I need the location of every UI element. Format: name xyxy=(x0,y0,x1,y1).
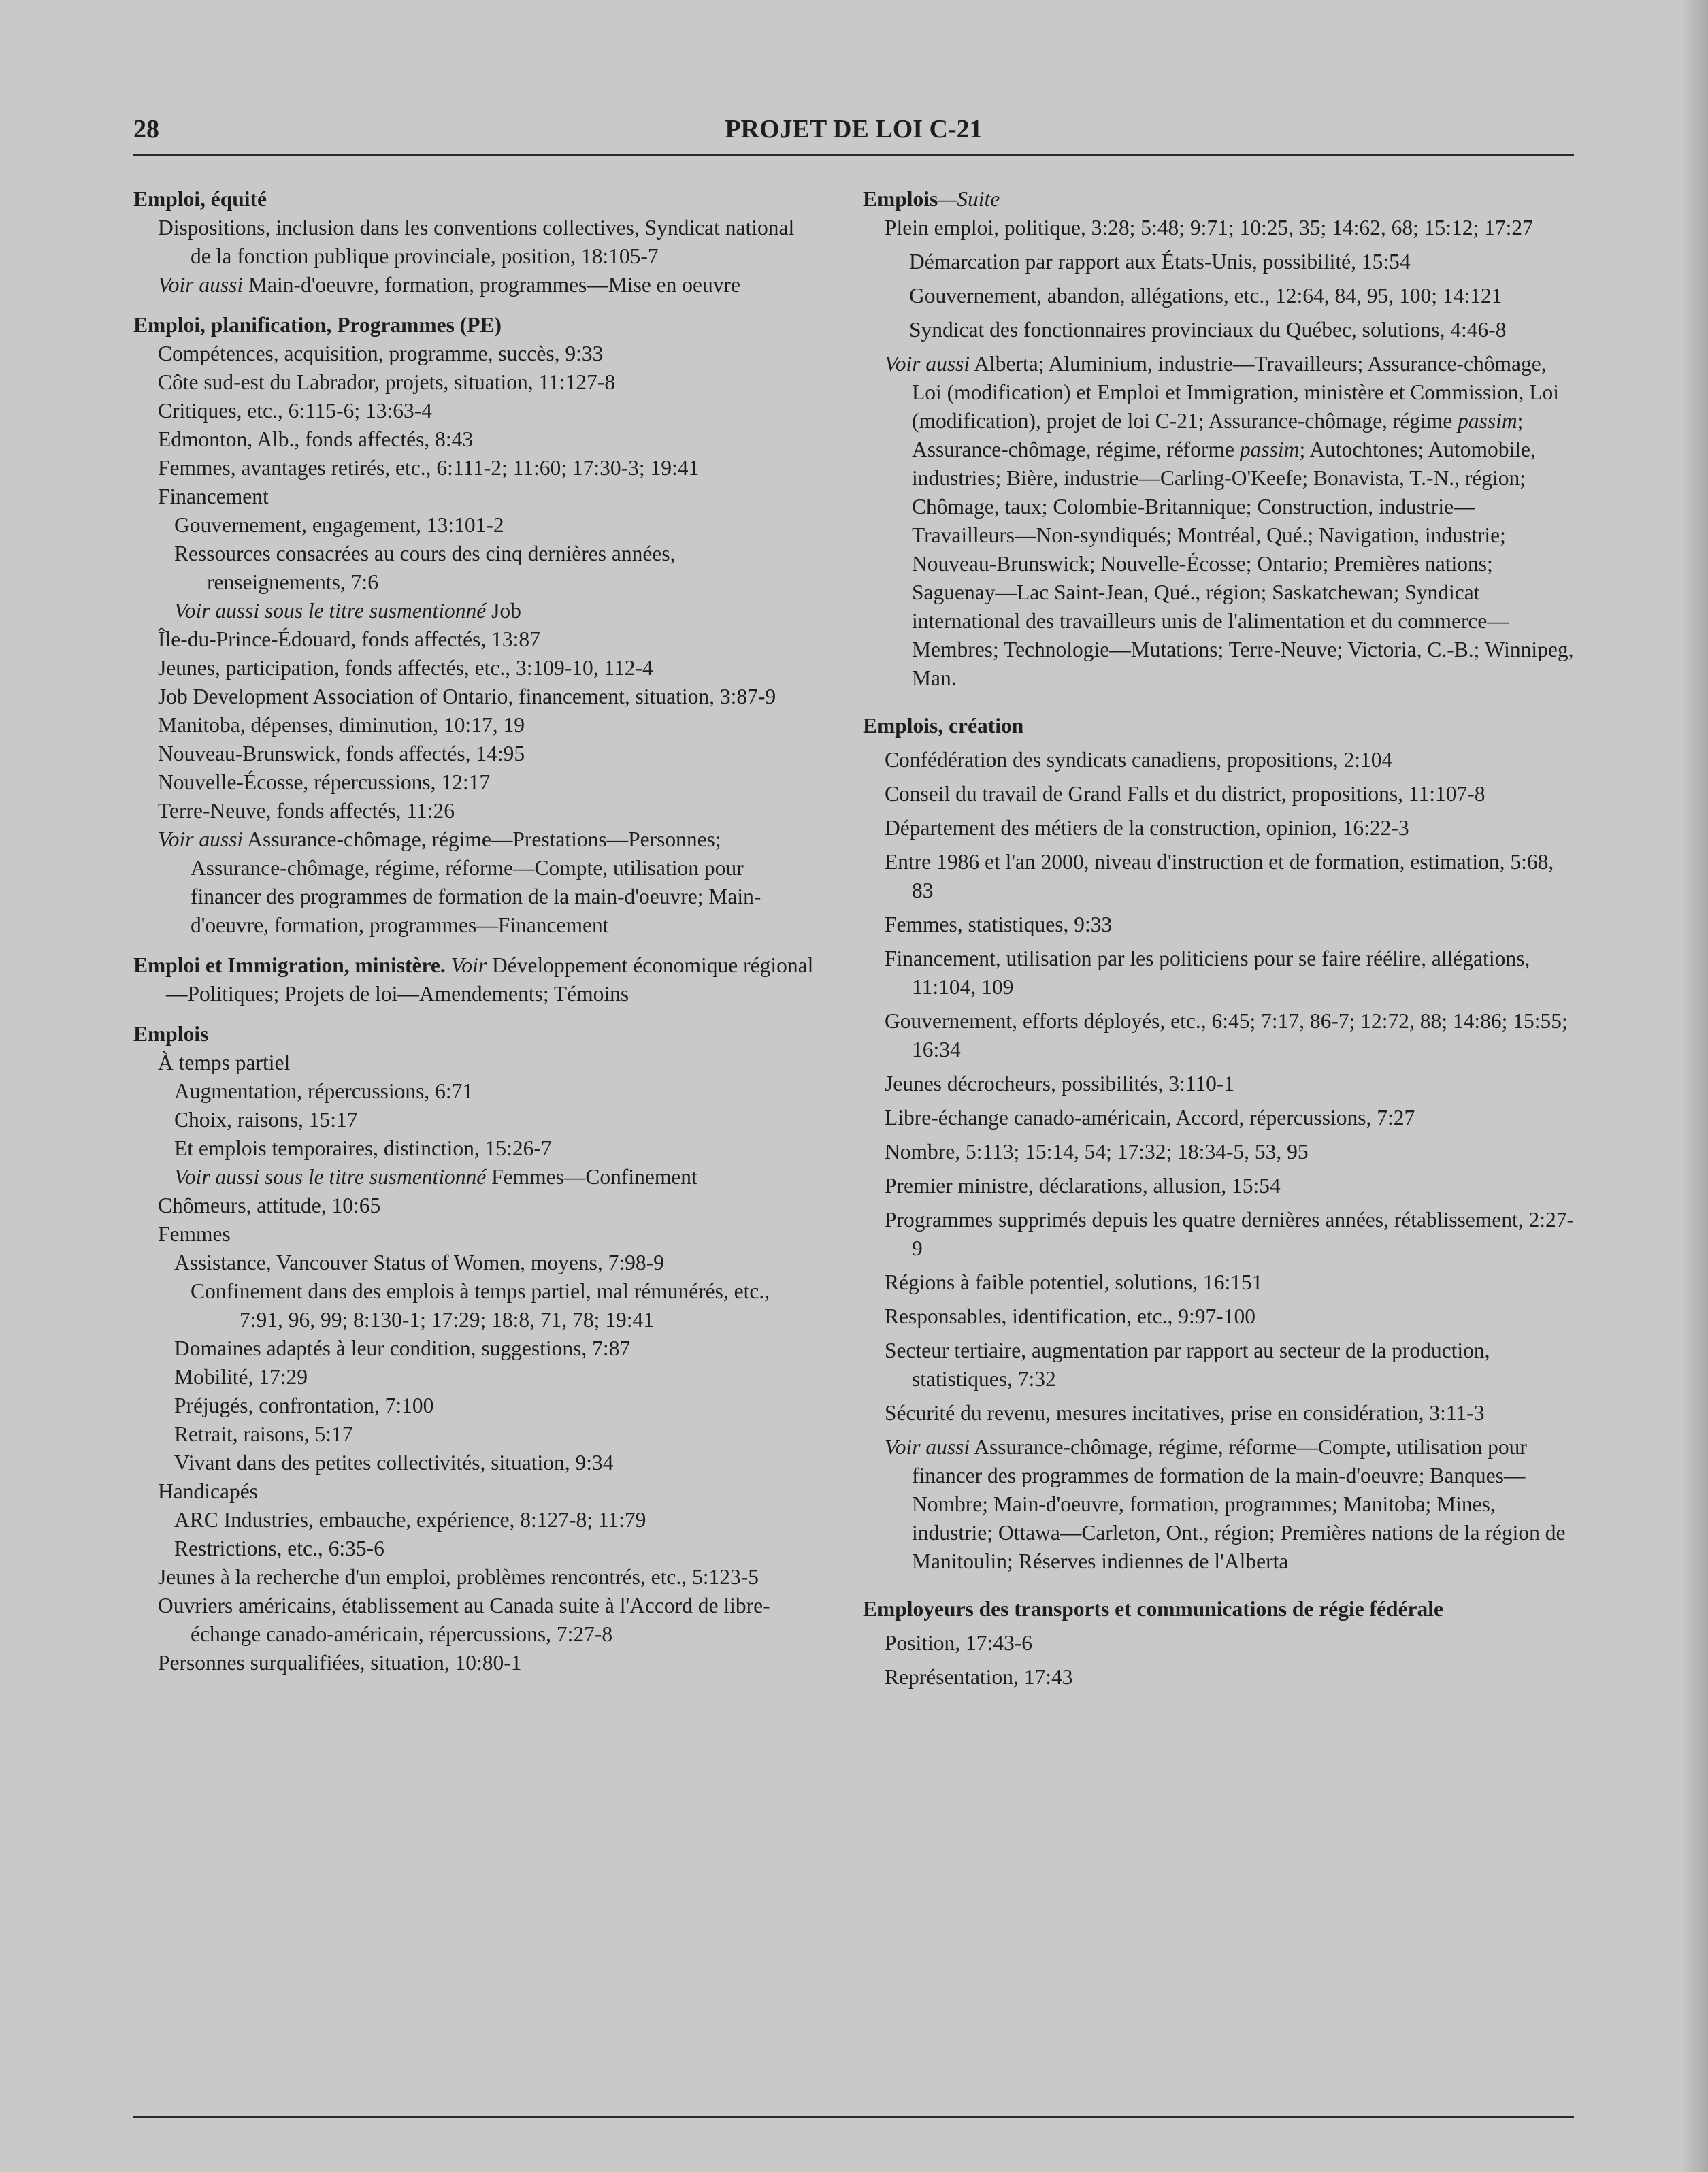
sub-subentry: Syndicat des fonctionnaires provinciaux du Québec, solutions, 4:46-8 xyxy=(909,318,1507,342)
subentry: Représentation, 17:43 xyxy=(885,1665,1073,1689)
subentry: Ouvriers américains, établissement au Canada suite à l'Accord de libre-échange canado-américain, répercussions, 7:27-8 xyxy=(158,1594,770,1646)
subentry: Entre 1986 et l'an 2000, niveau d'instruction et de formation, estimation, 5:68, 83 xyxy=(885,850,1554,902)
subentry: Confédération des syndicats canadiens, propositions, 2:104 xyxy=(885,748,1393,772)
entry-heading: Emploi, planification, Programmes (PE) xyxy=(133,313,502,337)
sub-subentry: Ressources consacrées au cours des cinq dernières années, renseignements, 7:6 xyxy=(174,542,676,594)
index-entry-employeurs xyxy=(863,1595,1574,1692)
entry-heading-line xyxy=(133,951,814,1008)
subentry: Nombre, 5:113; 15:14, 54; 17:32; 18:34-5, 53, 95 xyxy=(885,1140,1309,1164)
index-entry-emplois xyxy=(133,1020,814,1677)
subentry: Compétences, acquisition, programme, succès, 9:33 xyxy=(158,342,604,365)
subentry: Edmonton, Alb., fonds affectés, 8:43 xyxy=(158,427,474,451)
subentry: Nouvelle-Écosse, répercussions, 12:17 xyxy=(158,770,491,794)
see-also-label: Voir aussi xyxy=(885,352,970,376)
subentry: Femmes xyxy=(158,1222,231,1246)
sub-subentry: Gouvernement, engagement, 13:101-2 xyxy=(174,513,504,537)
entry-heading: Emplois xyxy=(863,187,938,211)
subentry: Critiques, etc., 6:115-6; 13:63-4 xyxy=(158,399,433,423)
sub-subentry: Choix, raisons, 15:17 xyxy=(174,1108,358,1132)
sub-subentry: Restrictions, etc., 6:35-6 xyxy=(174,1536,384,1560)
subentry: Job Development Association of Ontario, financement, situation, 3:87-9 xyxy=(158,685,776,708)
subentry: Sécurité du revenu, mesures incitatives, prise en considération, 3:11-3 xyxy=(885,1401,1485,1425)
subentry: Terre-Neuve, fonds affectés, 11:26 xyxy=(158,799,455,823)
document-title: PROJET DE LOI C-21 xyxy=(725,115,983,144)
sub-subentry: Gouvernement, abandon, allégations, etc., 12:64, 84, 95, 100; 14:121 xyxy=(909,284,1502,308)
header-rule xyxy=(133,154,1574,156)
subentry: Financement xyxy=(158,484,269,508)
subentry: Département des métiers de la construction, opinion, 16:22-3 xyxy=(885,816,1409,840)
subentry: Côte sud-est du Labrador, projets, situation, 11:127-8 xyxy=(158,370,616,394)
subentry: Chômeurs, attitude, 10:65 xyxy=(158,1194,381,1217)
see-also-text: Alberta; Aluminium, industrie—Travailleurs; Assurance-chômage, Loi (modification) et Emploi et Immigration, ministère et Commission, Loi (modification), projet de loi C-21; Assurance-chômage, régime xyxy=(912,352,1559,433)
see-also xyxy=(133,1163,814,1191)
right-column xyxy=(863,185,1574,1703)
subentry: Premier ministre, déclarations, allusion, 15:54 xyxy=(885,1174,1281,1198)
footer-rule xyxy=(133,2116,1574,2118)
continued-label: —Suite xyxy=(938,187,1000,211)
see-also xyxy=(133,825,814,940)
see-also-label: Voir aussi xyxy=(158,273,244,297)
subentry: Conseil du travail de Grand Falls et du district, propositions, 11:107-8 xyxy=(885,782,1485,806)
sub-subentry: Vivant dans des petites collectivités, situation, 9:34 xyxy=(174,1451,614,1475)
see-also xyxy=(863,350,1574,693)
sub-subentry: Démarcation par rapport aux États-Unis, possibilité, 15:54 xyxy=(909,250,1411,274)
page-header xyxy=(133,114,1574,155)
index-entry-emploi-planification xyxy=(133,311,814,940)
passim-label: passim xyxy=(1458,409,1517,433)
see-also-label: Voir aussi sous le titre susmentionné xyxy=(174,1165,487,1189)
sub-subentry: Et emplois temporaires, distinction, 15:26-7 xyxy=(174,1136,552,1160)
index-entry-emplois-creation xyxy=(863,712,1574,1576)
sub-subentry: Assistance, Vancouver Status of Women, moyens, 7:98-9 xyxy=(174,1251,664,1274)
subentry: Secteur tertiaire, augmentation par rapport au secteur de la production, statistiques, 7:32 xyxy=(885,1338,1490,1391)
subentry: À temps partiel xyxy=(158,1051,291,1074)
subentry: Responsables, identification, etc., 9:97-100 xyxy=(885,1304,1256,1328)
entry-heading: Emploi, équité xyxy=(133,187,267,211)
see-also xyxy=(863,1433,1574,1576)
sub-subentry: Préjugés, confrontation, 7:100 xyxy=(174,1394,434,1417)
subentry: Femmes, avantages retirés, etc., 6:111-2; 11:60; 17:30-3; 19:41 xyxy=(158,456,700,480)
sub-subentry: Confinement dans des emplois à temps partiel, mal rémunérés, etc., 7:91, 96, 99; 8:130-1; 17:29; 18:8, 71, 78; 19:41 xyxy=(191,1279,770,1332)
see-also-text: ; Autochtones; Automobile, industries; Bière, industrie—Carling-O'Keefe; Bonavista, T.-N., région; Chômage, taux; Colombie-Britannique; Construction, industrie—Travailleurs—Non-syndiqués; Montréal, Qué.; Navigation, industrie; Nouveau-Brunswick; Nouvelle-Écosse; Ontario; Premières nations; Saguenay—Lac Saint-Jean, Qué., région; Saskatchewan; Syndicat international des travailleurs unis de l'alimentation et du commerce—Membres; Technologie—Mutations; Terre-Neuve; Victoria, C.-B.; Winnipeg, Man. xyxy=(912,438,1574,690)
subentry: Jeunes décrocheurs, possibilités, 3:110-1 xyxy=(885,1072,1235,1096)
see-also-text: Femmes—Confinement xyxy=(486,1165,697,1189)
sub-subentry: ARC Industries, embauche, expérience, 8:127-8; 11:79 xyxy=(174,1508,646,1532)
see-label: Voir xyxy=(450,953,487,977)
entry-heading: Emplois, création xyxy=(863,714,1024,738)
entry-heading: Employeurs des transports et communications de régie fédérale xyxy=(863,1597,1443,1621)
subentry: Libre-échange canado-américain, Accord, répercussions, 7:27 xyxy=(885,1106,1415,1130)
sub-subentry: Retrait, raisons, 5:17 xyxy=(174,1422,353,1446)
index-entry-emplois-suite xyxy=(863,185,1574,693)
subentry: Régions à faible potentiel, solutions, 16:151 xyxy=(885,1270,1263,1294)
subentry: Jeunes, participation, fonds affectés, etc., 3:109-10, 112-4 xyxy=(158,656,653,680)
subentry: Financement, utilisation par les politiciens pour se faire réélire, allégations, 11:104, 109 xyxy=(885,947,1530,999)
subentry: Programmes supprimés depuis les quatre dernières années, rétablissement, 2:27-9 xyxy=(885,1208,1574,1260)
subentry: Gouvernement, efforts déployés, etc., 6:45; 7:17, 86-7; 12:72, 88; 14:86; 15:55; 16:34 xyxy=(885,1009,1568,1062)
sub-subentry: Augmentation, répercussions, 6:71 xyxy=(174,1079,474,1103)
see-also-text: Job xyxy=(486,599,521,623)
see-also-label: Voir aussi xyxy=(885,1435,970,1459)
index-entry-emploi-immigration xyxy=(133,951,814,1008)
entry-heading: Emploi et Immigration, ministère. xyxy=(133,953,446,977)
sub-subentry: Domaines adaptés à leur condition, suggestions, 7:87 xyxy=(174,1336,631,1360)
see-also xyxy=(133,597,814,625)
subentry: Dispositions, inclusion dans les conventions collectives, Syndicat national de la fonction publique provinciale, position, 18:105-7 xyxy=(158,216,795,268)
see-also-label: Voir aussi xyxy=(158,827,244,851)
subentry: Handicapés xyxy=(158,1479,258,1503)
see-also-text: Assurance-chômage, régime—Prestations—Personnes; Assurance-chômage, régime, réforme—Compte, utilisation pour financer des programmes de formation de la main-d'oeuvre; Main-d'oeuvre, formation, programmes—Financement xyxy=(191,827,761,937)
passim-label: passim xyxy=(1239,438,1300,461)
sub-subentry: Mobilité, 17:29 xyxy=(174,1365,308,1389)
see-also-text: Assurance-chômage, régime, réforme—Compte, utilisation pour financer des programmes de formation de la main-d'oeuvre; Banques—Nombre; Main-d'oeuvre, formation, programmes; Manitoba; Mines, industrie; Ottawa—Carleton, Ont., région; Premières nations de la région de Manitoulin; Réserves indiennes de l'Alberta xyxy=(912,1435,1566,1573)
index-entry-emploi-equite xyxy=(133,185,814,299)
see-also xyxy=(133,271,814,299)
subentry: Personnes surqualifiées, situation, 10:80-1 xyxy=(158,1651,522,1675)
see-also-label: Voir aussi sous le titre susmentionné xyxy=(174,599,487,623)
entry-heading-line xyxy=(863,185,1574,214)
page-edge-shadow xyxy=(1681,0,1708,2172)
left-column xyxy=(133,185,814,1689)
subentry: Nouveau-Brunswick, fonds affectés, 14:95 xyxy=(158,742,525,766)
see-text: Développement économique régional—Politiques; Projets de loi—Amendements; Témoins xyxy=(166,953,814,1006)
subentry: Île-du-Prince-Édouard, fonds affectés, 13:87 xyxy=(158,627,540,651)
entry-heading: Emplois xyxy=(133,1022,209,1046)
subentry: Femmes, statistiques, 9:33 xyxy=(885,912,1113,936)
subentry: Plein emploi, politique, 3:28; 5:48; 9:71; 10:25, 35; 14:62, 68; 15:12; 17:27 xyxy=(885,216,1533,240)
subentry: Jeunes à la recherche d'un emploi, problèmes rencontrés, etc., 5:123-5 xyxy=(158,1565,759,1589)
see-also-text: ; Assurance-chômage, régime, réforme xyxy=(912,409,1524,461)
subentry: Manitoba, dépenses, diminution, 10:17, 19 xyxy=(158,713,525,737)
subentry: Position, 17:43-6 xyxy=(885,1631,1033,1655)
see-also-text: Main-d'oeuvre, formation, programmes—Mise en oeuvre xyxy=(243,273,740,297)
page-number: 28 xyxy=(133,115,159,144)
